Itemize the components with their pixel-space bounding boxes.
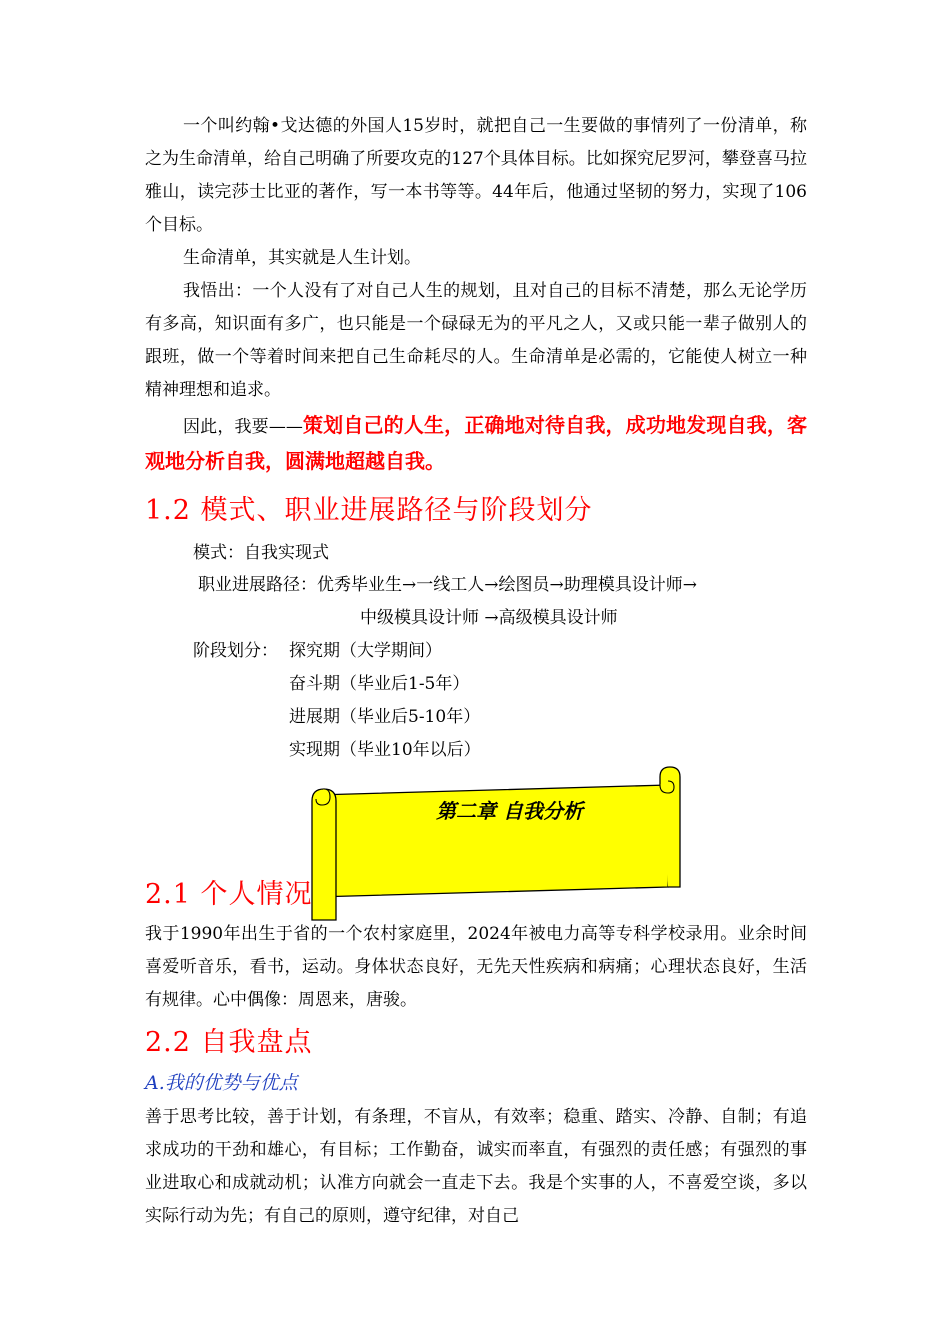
chapter-title: 第二章 自我分析 — [436, 799, 583, 823]
stage-item: 探究期（大学期间） — [289, 641, 442, 661]
intro-paragraph-2: 生命清单，其实就是人生计划。 — [183, 248, 421, 268]
career-path-line-1: 职业进展路径：优秀毕业生→一线工人→绘图员→助理模具设计师→ — [198, 575, 697, 595]
scroll-banner-graphic — [308, 765, 688, 925]
section-1-2-heading: 1.2 模式、职业进展路径与阶段划分 — [145, 495, 593, 526]
section-2-1-body: 我于1990年出生于省的一个农村家庭里，2024年被电力高等专科学校录用。业余时间喜爱听音乐，看书，运动。身体状态良好，无先天性疾病和病痛；心理状态良好，生活有规律。心中偶像：周恩来，唐骏。 — [145, 924, 807, 1010]
intro-paragraph-1: 一个叫约翰•戈达德的外国人15岁时，就把自己一生要做的事情列了一份清单，称之为生命清单，给自己明确了所要攻克的127个具体目标。比如探究尼罗河，攀登喜马拉雅山，读完莎士比亚的著作，写一本书等等。44年后，他通过坚韧的努力，实现了106个目标。 — [145, 116, 807, 235]
stage-label: 阶段划分： — [193, 641, 278, 661]
career-path-line-2: 中级模具设计师 →高级模具设计师 — [360, 608, 618, 628]
strengths-sub-heading: A.我的优势与优点 — [145, 1072, 298, 1094]
section-2-1-heading: 2.1 个人情况 — [145, 879, 313, 910]
intro-p4-prefix: 因此，我要—— — [183, 417, 303, 437]
intro-p4-emphasis: 策划自己的人生，正确地对待自我，成功地发现自我，客观地分析自我，圆满地超越自我。 — [145, 413, 808, 473]
section-2-2-body: 善于思考比较，善于计划，有条理，不盲从，有效率；稳重、踏实、冷静、自制；有追求成功的干劲和雄心，有目标；工作勤奋，诚实而率直，有强烈的责任感；有强烈的事业进取心和成就动机；认准方向就会一直走下去。我是个实事的人，不喜爱空谈，多以实际行动为先；有自己的原则，遵守纪律，对自己 — [145, 1107, 807, 1226]
stage-item: 奋斗期（毕业后1-5年） — [289, 674, 470, 694]
stage-item: 实现期（毕业10年以后） — [289, 740, 481, 760]
intro-paragraph-4 — [145, 408, 807, 480]
chapter-banner — [308, 765, 688, 925]
section-2-2-heading: 2.2 自我盘点 — [145, 1027, 313, 1058]
mode-line: 模式：自我实现式 — [193, 543, 329, 563]
intro-paragraph-3: 我悟出：一个人没有了对自己人生的规划，且对自己的目标不清楚，那么无论学历有多高，知识面有多广，也只能是一个碌碌无为的平凡之人，又或只能一辈子做别人的跟班，做一个等着时间来把自己生命耗尽的人。生命清单是必需的，它能使人树立一种精神理想和追求。 — [145, 281, 807, 400]
stage-item: 进展期（毕业后5-10年） — [289, 707, 481, 727]
